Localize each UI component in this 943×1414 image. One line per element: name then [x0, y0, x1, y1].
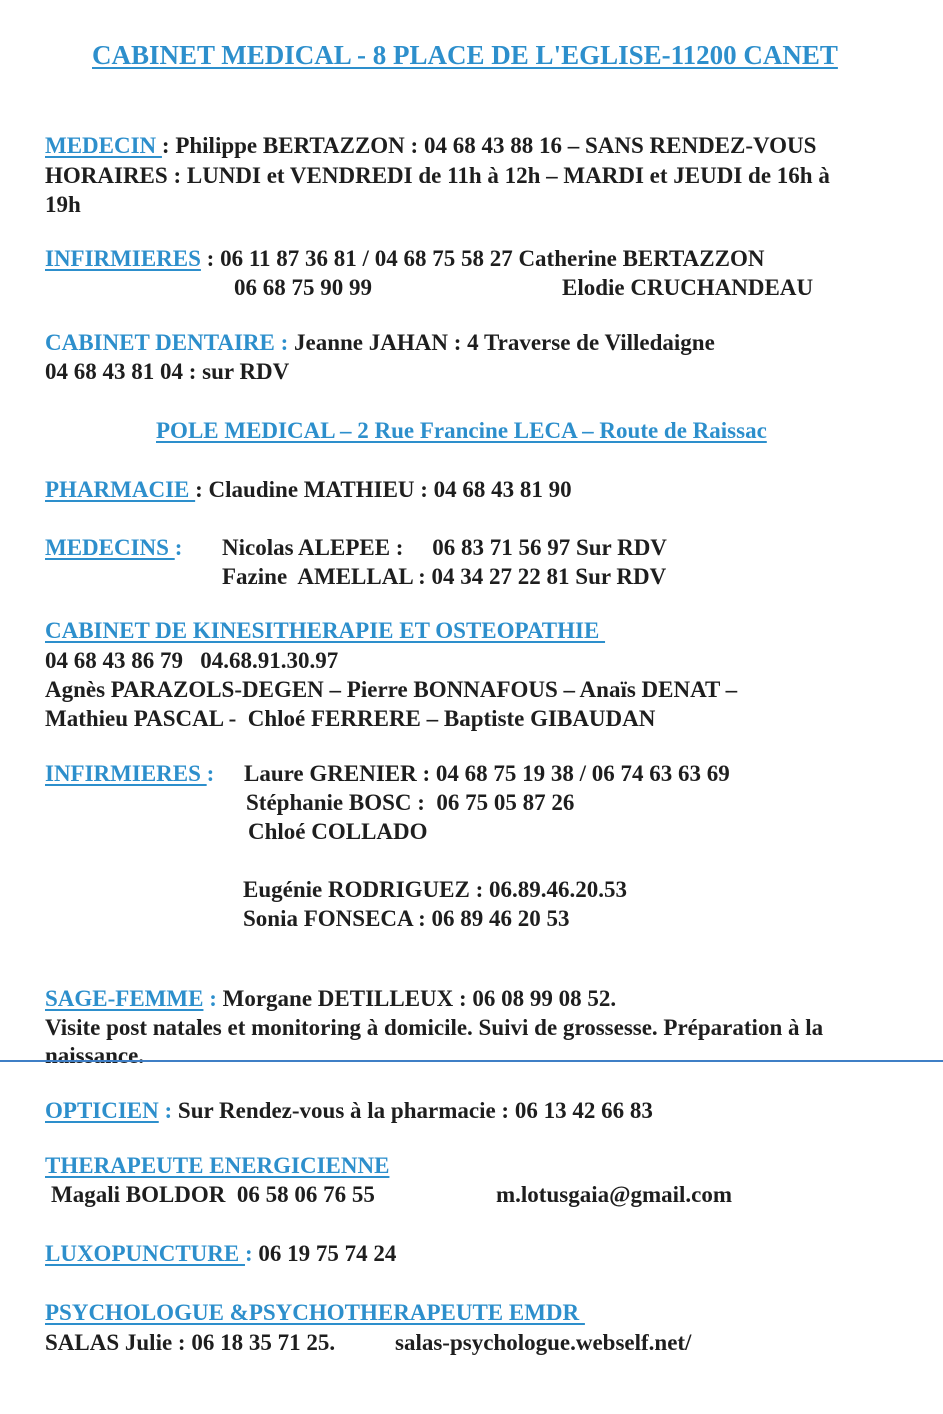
dentaire-section: [45, 331, 715, 354]
infirmieres-pole-line-5: Sonia FONSECA : 06 89 46 20 53: [243, 906, 570, 931]
psychologue-line-1: SALAS Julie : 06 18 35 71 25.: [45, 1330, 336, 1355]
therapeute-line-1: Magali BOLDOR 06 58 06 76 55: [51, 1182, 375, 1207]
medecin-section: [45, 134, 816, 157]
sage-femme-heading: SAGE-FEMME: [45, 986, 204, 1011]
medecins-heading-row: [45, 536, 182, 559]
infirmieres-pole-line-2: Stéphanie BOSC : 06 75 05 87 26: [246, 790, 575, 815]
infirmieres-pole-heading: INFIRMIERES: [45, 761, 207, 786]
opticien-heading: OPTICIEN: [45, 1098, 159, 1123]
opticien-colon: :: [164, 1098, 173, 1123]
infirmieres-pole-line-3: Chloé COLLADO: [248, 819, 428, 844]
medecins-heading: MEDECINS: [45, 535, 175, 560]
page-title: CABINET MEDICAL - 8 PLACE DE L'EGLISE-11200 CANET: [92, 40, 838, 70]
medecins-colon: :: [174, 535, 183, 560]
luxopuncture-heading: LUXOPUNCTURE: [45, 1241, 245, 1266]
psychologue-website: salas-psychologue.webself.net/: [395, 1330, 692, 1355]
infirmieres-pole-heading-row: [45, 762, 214, 785]
medecins-line-2: Fazine AMELLAL : 04 34 27 22 81 Sur RDV: [222, 564, 667, 589]
luxopuncture-colon: :: [244, 1241, 253, 1266]
therapeute-email: m.lotusgaia@gmail.com: [496, 1182, 733, 1207]
psychologue-heading: PSYCHOLOGUE &PSYCHOTHERAPEUTE EMDR: [45, 1300, 585, 1325]
sage-femme-colon: :: [209, 986, 217, 1011]
kine-line-1: 04 68 43 86 79 04.68.91.30.97: [45, 648, 339, 673]
sage-femme-section: [45, 987, 616, 1010]
pole-medical-heading: POLE MEDICAL – 2 Rue Francine LECA – Route de Raissac: [156, 418, 767, 443]
infirmieres-cabinet-line-1: : 06 11 87 36 81 / 04 68 75 58 27 Catherine BERTAZZON: [206, 246, 765, 271]
kine-line-2: Agnès PARAZOLS-DEGEN – Pierre BONNAFOUS – Anaïs DENAT –: [45, 677, 738, 702]
medecin-line-2: HORAIRES : LUNDI et VENDREDI de 11h à 12h – MARDI et JEUDI de 16h à: [45, 163, 830, 188]
dentaire-line-2: 04 68 43 81 04 : sur RDV: [45, 359, 290, 384]
sage-femme-line-2: Visite post natales et monitoring à domicile. Suivi de grossesse. Préparation à la: [45, 1015, 824, 1040]
infirmieres-pole-colon: :: [206, 761, 215, 786]
luxopuncture-section: [45, 1242, 396, 1265]
infirmieres-cabinet-heading: INFIRMIERES: [45, 246, 201, 271]
sage-femme-line-1: Morgane DETILLEUX : 06 08 99 08 52.: [222, 986, 617, 1011]
dentaire-line-1: Jeanne JAHAN : 4 Traverse de Villedaigne: [294, 330, 715, 355]
infirmieres-cabinet-name-2: Elodie CRUCHANDEAU: [562, 275, 814, 300]
infirmieres-cabinet-phone-2: 06 68 75 90 99: [234, 275, 372, 300]
infirmieres-pole-line-4: Eugénie RODRIGUEZ : 06.89.46.20.53: [243, 877, 627, 902]
medecin-line-3: 19h: [45, 192, 81, 217]
pharmacie-heading: PHARMACIE: [45, 477, 196, 502]
medecin-line-1: : Philippe BERTAZZON : 04 68 43 88 16 – SANS RENDEZ-VOUS: [161, 133, 817, 158]
opticien-line-1: Sur Rendez-vous à la pharmacie : 06 13 42 66 83: [177, 1098, 653, 1123]
dentaire-heading: CABINET DENTAIRE :: [45, 330, 289, 355]
therapeute-heading: THERAPEUTE ENERGICIENNE: [45, 1153, 390, 1178]
kine-line-3: Mathieu PASCAL - Chloé FERRERE – Baptiste GIBAUDAN: [45, 706, 656, 731]
horizontal-rule: [0, 1060, 943, 1062]
sage-femme-line-3: naissance.: [45, 1043, 145, 1068]
luxopuncture-line-1: 06 19 75 74 24: [258, 1241, 397, 1266]
kine-heading: CABINET DE KINESITHERAPIE ET OSTEOPATHIE: [45, 618, 606, 643]
pharmacie-section: [45, 478, 572, 501]
infirmieres-pole-line-1: Laure GRENIER : 04 68 75 19 38 / 06 74 63 63 69: [244, 761, 730, 786]
infirmieres-cabinet-section: [45, 247, 764, 270]
pharmacie-line-1: : Claudine MATHIEU : 04 68 43 81 90: [195, 477, 572, 502]
medecin-heading: MEDECIN: [45, 133, 162, 158]
opticien-section: [45, 1099, 653, 1122]
medecins-line-1: Nicolas ALEPEE : 06 83 71 56 97 Sur RDV: [222, 535, 667, 560]
